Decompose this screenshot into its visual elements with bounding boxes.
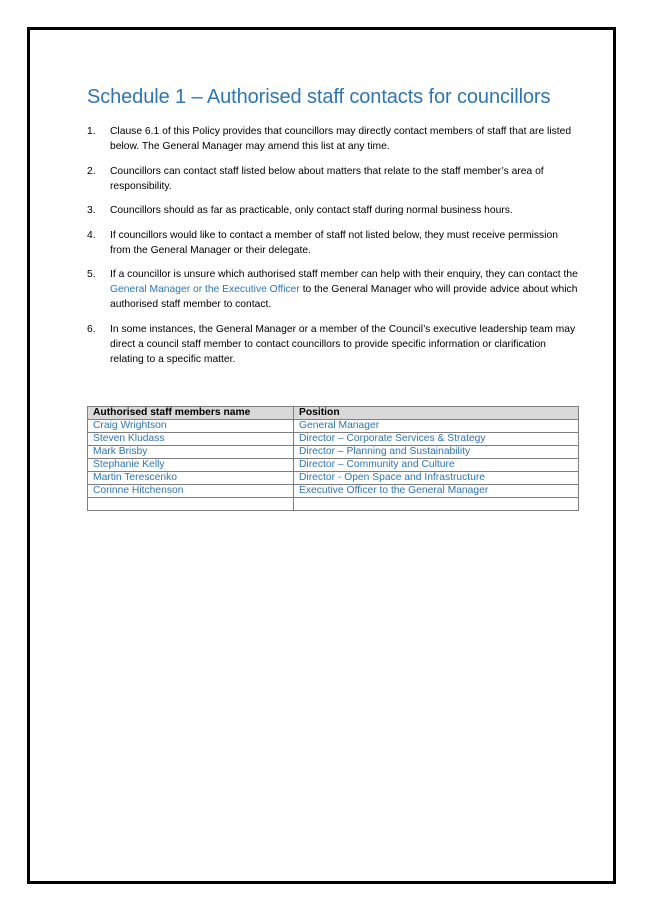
table-row bbox=[88, 446, 579, 459]
table-row bbox=[88, 420, 579, 433]
list-item-text: Clause 6.1 of this Policy provides that councillors may directly contact members of staff that are listed below. The General Manager may amend this list at any time. bbox=[110, 126, 572, 152]
staff-position[interactable]: Executive Officer to the General Manager bbox=[294, 485, 579, 498]
staff-name[interactable]: Corinne Hitchenson bbox=[88, 485, 294, 498]
list-item-number: 6. bbox=[87, 324, 96, 335]
table-row bbox=[88, 459, 579, 472]
staff-position bbox=[294, 498, 579, 511]
staff-name[interactable]: Martin Terescenko bbox=[88, 472, 294, 485]
staff-name[interactable]: Craig Wrightson bbox=[88, 420, 294, 433]
staff-name[interactable]: Mark Brisby bbox=[88, 446, 294, 459]
list-item-number: 4. bbox=[87, 230, 96, 241]
list-item-text-after: to the General Manager who will provide advice about which authorised staff member to contact. bbox=[110, 284, 578, 310]
table-row bbox=[88, 472, 579, 485]
list-item-number: 2. bbox=[87, 166, 96, 177]
list-item-number: 1. bbox=[87, 126, 96, 137]
page-title: Schedule 1 – Authorised staff contacts for councillors bbox=[87, 86, 551, 108]
staff-position[interactable]: Director – Planning and Sustainability bbox=[294, 446, 579, 459]
list-item-text: Councillors should as far as practicable, only contact staff during normal business hours. bbox=[110, 205, 513, 216]
table-row bbox=[88, 433, 579, 446]
list-item-text bbox=[110, 267, 580, 312]
staff-name[interactable]: Stephanie Kelly bbox=[88, 459, 294, 472]
contact-link[interactable]: General Manager or the Executive Officer bbox=[110, 284, 300, 295]
staff-position[interactable]: General Manager bbox=[294, 420, 579, 433]
staff-name[interactable]: Steven Kludass bbox=[88, 433, 294, 446]
list-item-text: If councillors would like to contact a member of staff not listed below, they must receive permission from the General Manager or their delegate. bbox=[110, 230, 558, 256]
column-header-position: Position bbox=[294, 407, 579, 420]
column-header-name: Authorised staff members name bbox=[88, 407, 294, 420]
list-item-text-before: If a councillor is unsure which authorised staff member can help with their enquiry, they can contact the bbox=[110, 269, 578, 280]
table-header-row bbox=[88, 407, 579, 420]
list-item-text: In some instances, the General Manager or a member of the Council’s executive leadership team may direct a council staff member to contact councillors to provide specific information or clarification relating to a specific matter. bbox=[110, 324, 576, 365]
staff-position[interactable]: Director - Open Space and Infrastructure bbox=[294, 472, 579, 485]
staff-position[interactable]: Director – Community and Culture bbox=[294, 459, 579, 472]
table-row bbox=[88, 485, 579, 498]
staff-contacts-table bbox=[87, 406, 579, 511]
table-row-empty bbox=[88, 498, 579, 511]
staff-name bbox=[88, 498, 294, 511]
list-item-number: 3. bbox=[87, 205, 96, 216]
staff-position[interactable]: Director – Corporate Services & Strategy bbox=[294, 433, 579, 446]
list-item-number: 5. bbox=[87, 269, 96, 280]
list-item-text: Councillors can contact staff listed below about matters that relate to the staff member’s area of responsibility. bbox=[110, 166, 544, 192]
